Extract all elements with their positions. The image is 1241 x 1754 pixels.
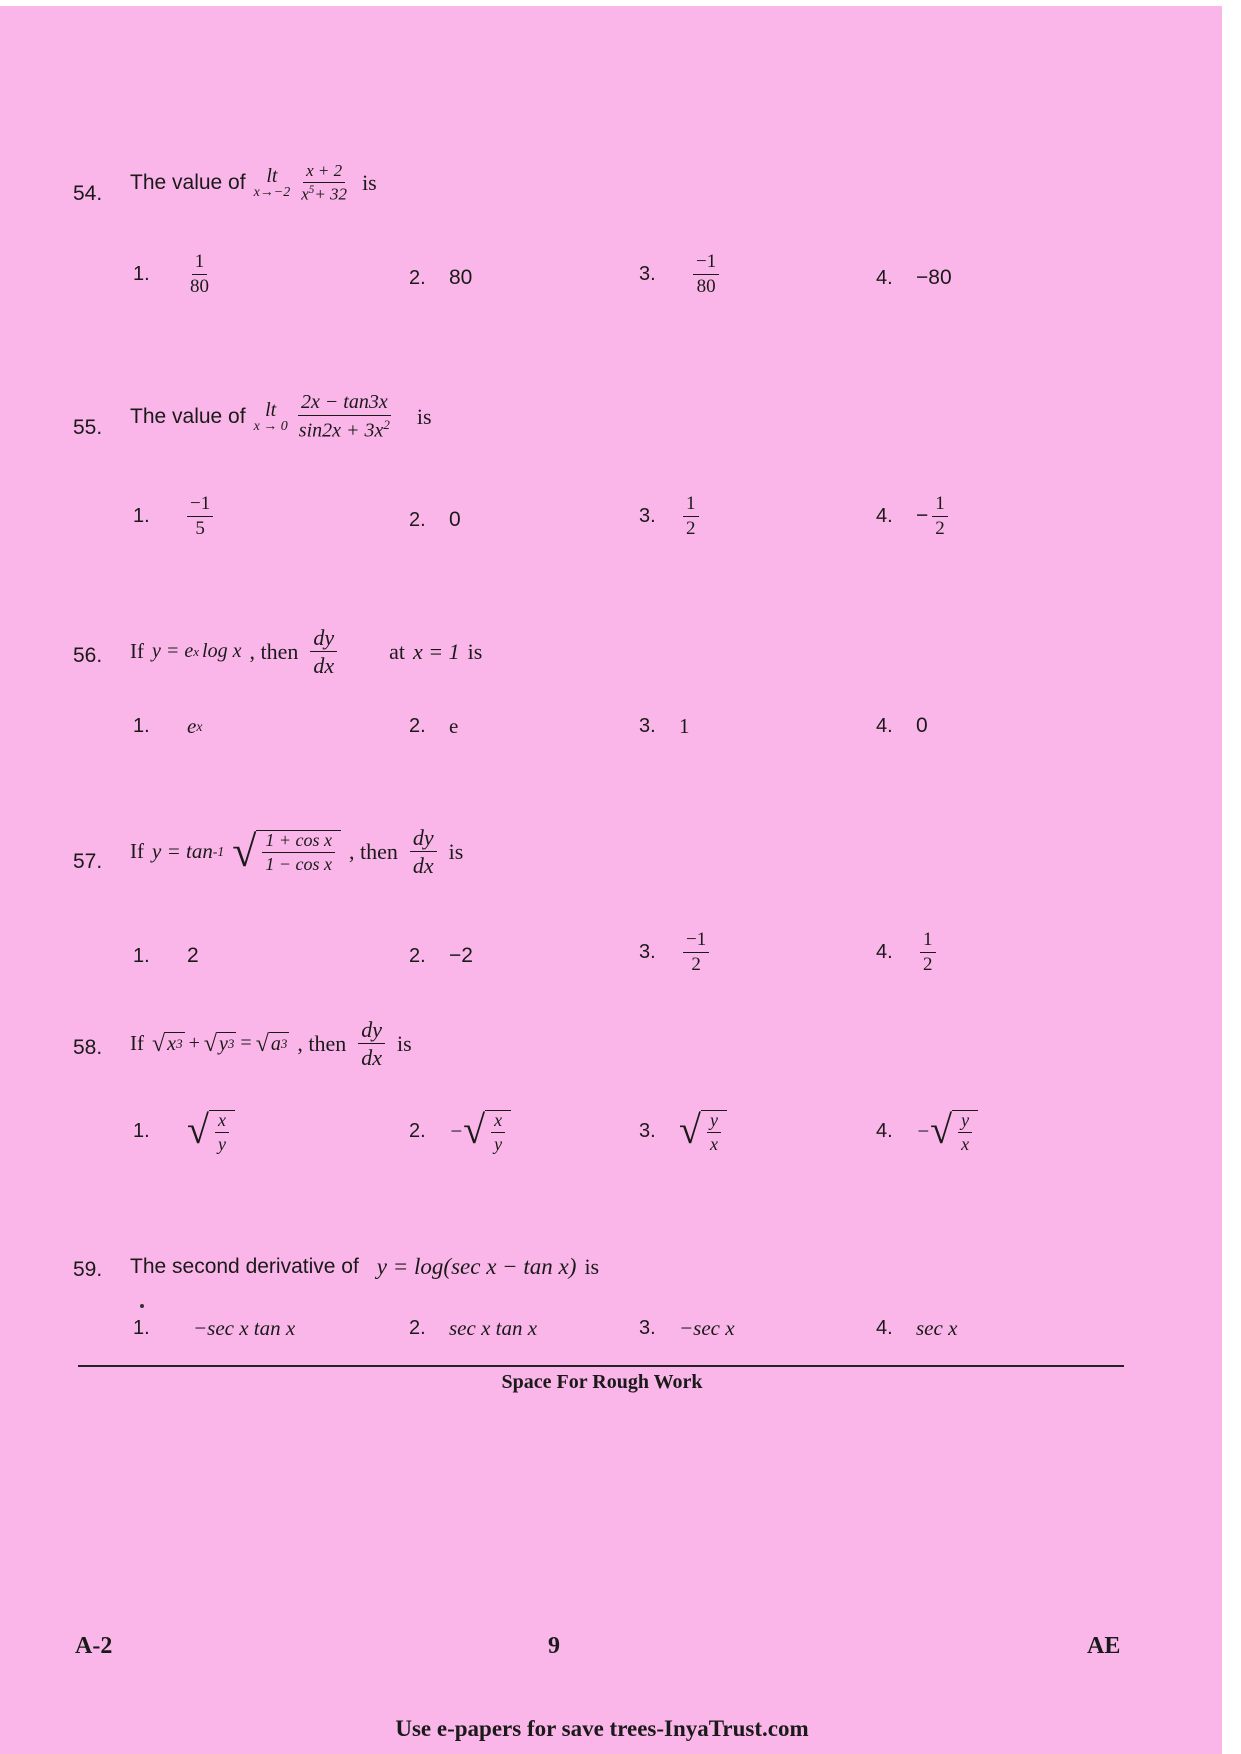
question-stem [130, 162, 377, 203]
limit-word: lt [266, 164, 278, 187]
limit-expression [254, 162, 354, 203]
option-1[interactable] [133, 944, 199, 968]
question-stem [130, 826, 463, 877]
dx: dx [313, 653, 335, 679]
option-number: 2. [409, 266, 426, 289]
question-57 [0, 820, 1222, 890]
term-exp: 3 [280, 1036, 288, 1052]
option-value: 0 [449, 508, 461, 531]
option-num: 1 [932, 494, 948, 517]
option-number: 3. [639, 1317, 656, 1339]
option-1[interactable] [133, 494, 217, 539]
option-number: 4. [876, 1120, 893, 1143]
option-4[interactable] [876, 266, 952, 290]
option-num: 1 [920, 930, 936, 953]
option-4[interactable] [876, 494, 952, 539]
footer-code-right: AE [1087, 1633, 1121, 1659]
option-number: 4. [876, 504, 893, 527]
option-4[interactable] [876, 714, 928, 738]
stem-suffix: is [584, 1254, 600, 1279]
option-value: 0 [916, 714, 928, 737]
stem-suffix: is [362, 169, 377, 195]
stem-suffix: is [416, 403, 432, 429]
option-value: 80 [449, 266, 473, 289]
option-number: 4. [876, 266, 893, 289]
option-number: 3. [639, 262, 656, 285]
term-exp: 3 [227, 1036, 235, 1052]
option-num: −1 [187, 494, 213, 517]
stem-if: If [130, 1031, 144, 1056]
footer-code-left: A-2 [75, 1633, 113, 1659]
dy: dy [410, 826, 437, 852]
square-root: √ $\frac{\text{1 + cos x}}{\text{1 − cos x}}$ [232, 830, 341, 874]
den-exponent: 2 [383, 417, 390, 432]
stem-text: The value of [130, 170, 246, 194]
term-x: x [167, 1032, 177, 1055]
option-number: 2. [409, 1120, 426, 1143]
option-number: 3. [639, 715, 656, 737]
option-number: 3. [639, 1120, 656, 1143]
option-den: 2 [935, 517, 945, 539]
den-rest: + 32 [314, 184, 348, 204]
dx: dx [361, 1045, 383, 1071]
option-den: 80 [696, 275, 716, 297]
option-num: y [707, 1111, 721, 1133]
option-2[interactable] [409, 508, 461, 532]
stem-suffix: is [467, 638, 483, 664]
exam-page [0, 6, 1222, 1754]
option-den: 2 [691, 953, 701, 975]
dy: dy [310, 626, 337, 652]
option-4[interactable]: 4. − √ $\frac{y}{x}$ [876, 1110, 978, 1154]
question-stem [130, 626, 482, 677]
question-number: 57. [73, 850, 103, 873]
option-exponent: x [196, 718, 203, 734]
stem-if: If [130, 639, 144, 664]
option-number: 1. [133, 1317, 150, 1339]
option-number: 4. [876, 940, 893, 963]
option-sign: − [916, 1119, 931, 1144]
question-54 [0, 154, 1222, 224]
option-sign: − [449, 1119, 464, 1144]
option-1[interactable] [133, 252, 216, 297]
radicand-num: 1 + cos x [262, 831, 335, 853]
expr-log: log x [202, 640, 242, 663]
limit-subscript: x→−2 [253, 184, 291, 200]
den-base: x [301, 184, 309, 204]
stem-if: If [130, 839, 144, 864]
limit-expression [254, 392, 397, 442]
option-3[interactable] [639, 930, 713, 975]
question-number: 54. [73, 182, 103, 205]
question-59 [0, 1246, 1222, 1316]
option-number: 4. [876, 1317, 893, 1339]
options-56 [0, 714, 1222, 784]
option-base: e [187, 714, 197, 738]
option-3[interactable]: 3. √ $\frac{y}{x}$ [639, 1110, 727, 1154]
option-den: y [494, 1133, 503, 1154]
divider-line [78, 1365, 1124, 1367]
option-value: −sec x [679, 1316, 735, 1340]
stray-dot [140, 1304, 144, 1308]
expr-inverse: -1 [212, 843, 225, 859]
term-a: a [270, 1032, 281, 1055]
option-4[interactable] [876, 1316, 957, 1341]
fraction-numerator: x + 2 [303, 162, 345, 183]
question-number: 58. [73, 1036, 103, 1059]
question-number: 59. [73, 1258, 103, 1281]
question-stem [130, 392, 432, 442]
stem-text: The second derivative of [130, 1255, 359, 1278]
option-2[interactable] [409, 944, 473, 968]
dx: dx [412, 853, 434, 879]
stem-then: , then [297, 1030, 347, 1056]
option-number: 1. [133, 944, 150, 967]
option-num: y [958, 1111, 972, 1133]
equals: = [240, 1032, 252, 1055]
option-1[interactable]: 1. √ $\frac{x}{y}$ [133, 1110, 235, 1154]
option-3[interactable] [639, 1316, 735, 1341]
option-value: sec x tan x [449, 1316, 538, 1340]
term-y: y [219, 1032, 228, 1055]
option-den: 5 [195, 517, 205, 539]
stem-then: , then [349, 838, 398, 864]
option-2[interactable] [409, 266, 472, 290]
option-4[interactable] [876, 930, 940, 975]
options-57 [0, 930, 1222, 1000]
option-value: sec x [916, 1316, 958, 1340]
plus: + [188, 1032, 200, 1055]
option-den: y [217, 1133, 226, 1154]
function-expression: y = log(sec x − tan x) [376, 1254, 577, 1279]
option-den: x [709, 1133, 718, 1154]
option-2[interactable] [409, 714, 458, 739]
options-58 [0, 1107, 1222, 1180]
option-number: 3. [639, 940, 656, 963]
option-number: 4. [876, 714, 893, 737]
question-55 [0, 386, 1222, 456]
option-number: 1. [133, 504, 150, 527]
option-2[interactable] [409, 1316, 537, 1341]
option-3[interactable] [639, 714, 690, 739]
question-56 [0, 620, 1222, 690]
options-55 [0, 494, 1222, 564]
option-1[interactable] [133, 1316, 295, 1341]
option-number: 1. [133, 1120, 150, 1143]
question-number: 56. [73, 644, 103, 667]
option-value: 2 [187, 944, 199, 967]
fraction-numerator: 2x − tan3x [298, 392, 391, 416]
den-base: sin2x + 3x [298, 419, 384, 442]
option-number: 1. [133, 715, 150, 737]
options-54 [0, 252, 1222, 322]
option-number: 2. [409, 715, 426, 737]
den-exponent: 5 [308, 183, 315, 196]
expr-part: y = tan [152, 839, 213, 864]
radicand-den: 1 − cos x [265, 853, 332, 874]
option-num: −1 [683, 930, 709, 953]
option-value: −80 [916, 266, 952, 289]
option-2[interactable]: 2. − √ $\frac{x}{y}$ [409, 1110, 511, 1154]
stem-text: The value of [130, 404, 246, 428]
page-number: 9 [548, 1633, 560, 1659]
option-3[interactable] [639, 252, 723, 297]
question-number: 55. [73, 416, 103, 439]
option-number: 2. [409, 944, 426, 967]
option-value: e [449, 714, 459, 738]
stem-suffix: is [397, 1030, 412, 1056]
watermark-text: Use e-papers for save trees-InyaTrust.com [395, 1716, 809, 1741]
option-den: x [961, 1133, 970, 1154]
option-den: 2 [686, 517, 696, 539]
stem-suffix: is [448, 838, 464, 864]
option-num: x [491, 1111, 505, 1133]
option-1[interactable] [133, 714, 202, 739]
option-num: 1 [683, 494, 699, 517]
option-num: −1 [693, 252, 719, 275]
question-stem [130, 1254, 599, 1280]
question-58 [0, 1014, 1222, 1084]
option-value: −2 [449, 944, 473, 967]
option-den: 80 [190, 275, 209, 297]
dy: dy [358, 1018, 385, 1044]
option-number: 1. [133, 262, 150, 285]
expr-exponent: x [193, 643, 200, 659]
term-exp: 3 [176, 1036, 183, 1052]
limit-subscript: x → 0 [253, 418, 288, 434]
option-number: 2. [409, 1317, 426, 1339]
x-value: x = 1 [413, 638, 460, 664]
function-expression [152, 640, 241, 663]
equation: √ x 3 + √ y 3 = √ a 3 [152, 1030, 288, 1057]
option-number: 2. [409, 508, 426, 531]
question-stem [130, 1018, 412, 1069]
option-3[interactable] [639, 494, 703, 539]
expr-part: y = e [152, 640, 194, 663]
limit-word: lt [265, 398, 277, 421]
option-den: 2 [923, 953, 933, 975]
option-value: −sec x tan x [193, 1316, 296, 1340]
rough-work-label: Space For Rough Work [501, 1371, 703, 1393]
option-number: 3. [639, 504, 656, 527]
option-value: 1 [679, 714, 690, 738]
option-num: 1 [192, 252, 208, 275]
stem-then: , then [249, 638, 299, 664]
stem-at: at [389, 638, 406, 664]
option-num: x [215, 1111, 229, 1133]
option-sign: − [916, 504, 929, 528]
